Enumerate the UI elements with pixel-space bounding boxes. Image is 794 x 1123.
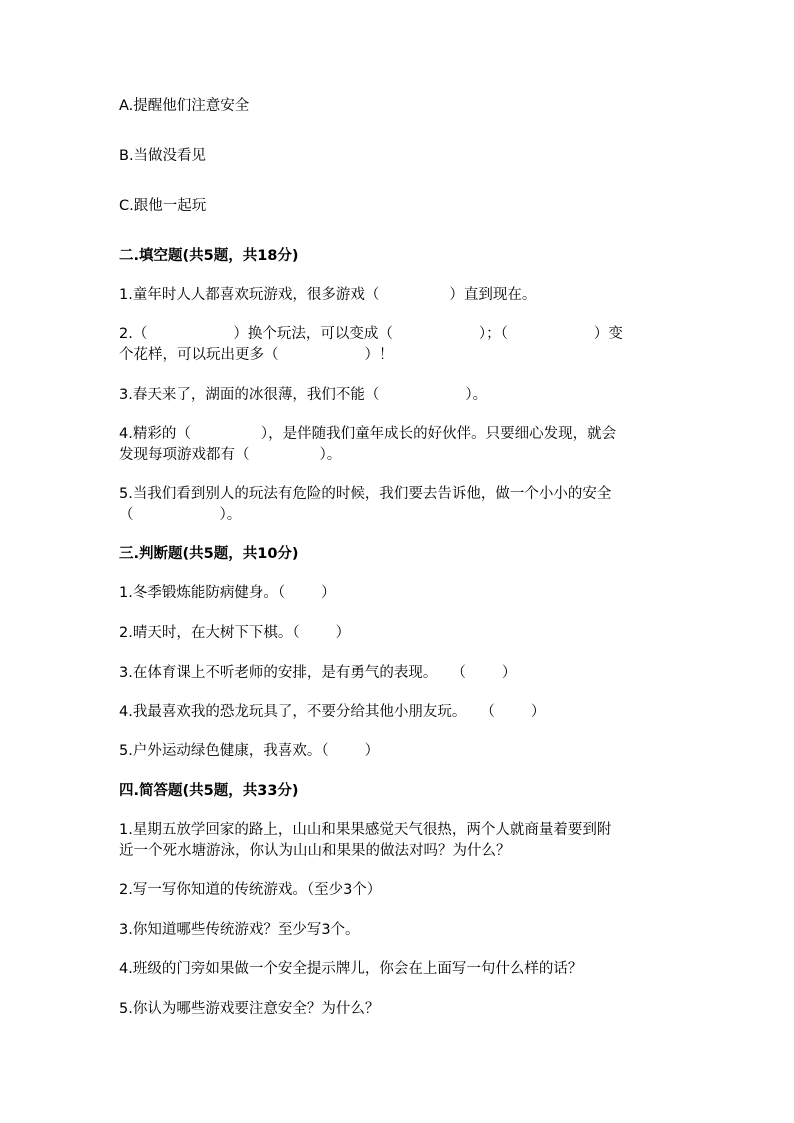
fill-q1-text-b: ）直到现在。 xyxy=(449,287,537,303)
fill-q2-text-e: 个花样，可以玩出更多（ xyxy=(119,347,279,363)
fill-q4-text-a: 4.精彩的（ xyxy=(119,426,191,442)
fill-q4-text-b: ），是伴随我们童年成长的好伙伴。只要细心发现，就会 xyxy=(260,426,617,442)
judge-q4-close: ） xyxy=(530,704,546,720)
judge-question-5 xyxy=(119,741,379,761)
option-a: A.提醒他们注意安全 xyxy=(119,98,250,114)
fill-q4-text-c: 发现每项游戏都有（ xyxy=(119,447,250,463)
fill-question-5-line-2 xyxy=(119,505,241,525)
judge-q2-open: （ xyxy=(292,625,300,641)
fill-question-1 xyxy=(119,285,536,305)
fill-q2-text-d: ）变 xyxy=(593,326,623,342)
judge-q4-open: （ xyxy=(480,704,495,720)
short-question-1-line-1: 1.星期五放学回家的路上，山山和果果感觉天气很热，两个人就商量着要到附 xyxy=(119,822,612,838)
fill-q1-text-a: 1.童年时人人都喜欢玩游戏，很多游戏（ xyxy=(119,287,380,303)
fill-q3-text-a: 3.春天来了，湖面的冰很薄，我们不能（ xyxy=(119,387,380,403)
judge-q1-close: ） xyxy=(321,585,336,601)
fill-question-2-line-2 xyxy=(119,345,394,365)
fill-q2-text-a: 2.（ xyxy=(119,326,148,342)
judge-q3-close: ） xyxy=(501,665,517,681)
judge-q2-text: 2.晴天时，在大树下下棋。 xyxy=(119,625,293,641)
judge-question-3 xyxy=(119,663,516,683)
short-question-2: 2.写一写你知道的传统游戏。（至少3个） xyxy=(119,882,382,898)
judge-q1-text: 1.冬季锻炼能防病健身。 xyxy=(119,585,278,601)
judge-q1-open: （ xyxy=(277,585,286,601)
judge-question-4 xyxy=(119,702,545,722)
short-question-1-line-2: 近一个死水塘游泳，你认为山山和果果的做法对吗？为什么？ xyxy=(119,843,511,859)
short-question-3: 3.你知道哪些传统游戏？至少写3个。 xyxy=(119,922,360,938)
section-heading-true-false: 三.判断题(共5题，共10分) xyxy=(119,546,299,562)
fill-question-3 xyxy=(119,385,487,405)
short-question-4: 4.班级的门旁如果做一个安全提示牌儿，你会在上面写一句什么样的话？ xyxy=(119,961,583,977)
fill-q3-text-b: ）。 xyxy=(465,387,488,403)
judge-q5-close: ） xyxy=(364,743,380,759)
judge-q4-text: 4.我最喜欢我的恐龙玩具了，不要分给其他小朋友玩。 xyxy=(119,704,467,720)
section-heading-short-answer: 四.简答题(共5题，共33分) xyxy=(119,783,299,799)
judge-q3-text: 3.在体育课上不听老师的安排，是有勇气的表现。 xyxy=(119,665,438,681)
option-b: B.当做没看见 xyxy=(119,148,207,164)
judge-question-1 xyxy=(119,583,336,603)
fill-question-4-line-2 xyxy=(119,445,341,465)
judge-q2-close: ） xyxy=(335,625,351,641)
section-heading-fill-blank: 二.填空题(共5题，共18分) xyxy=(119,248,299,264)
short-question-5: 5.你认为哪些游戏要注意安全？为什么？ xyxy=(119,1001,380,1017)
judge-q5-open: （ xyxy=(321,743,329,759)
judge-q5-text: 5.户外运动绿色健康，我喜欢。 xyxy=(119,743,322,759)
fill-q2-text-f: ）！ xyxy=(364,347,394,363)
fill-question-5-line-1: 5.当我们看到别人的玩法有危险的时候，我们要去告诉他，做一个小小的安全 xyxy=(119,486,612,502)
fill-q4-text-d: ）。 xyxy=(319,447,342,463)
option-c: C.跟他一起玩 xyxy=(119,198,207,214)
fill-q5-text-c: ）。 xyxy=(219,507,242,523)
judge-q3-open: （ xyxy=(451,665,466,681)
fill-q2-text-b: ）换个玩法，可以变成（ xyxy=(233,326,393,342)
judge-question-2 xyxy=(119,623,350,643)
fill-q2-text-c: ）；（ xyxy=(478,326,508,342)
fill-question-2-line-1 xyxy=(119,324,623,344)
fill-q5-text-b: （ xyxy=(119,507,134,523)
fill-question-4-line-1 xyxy=(119,424,616,444)
